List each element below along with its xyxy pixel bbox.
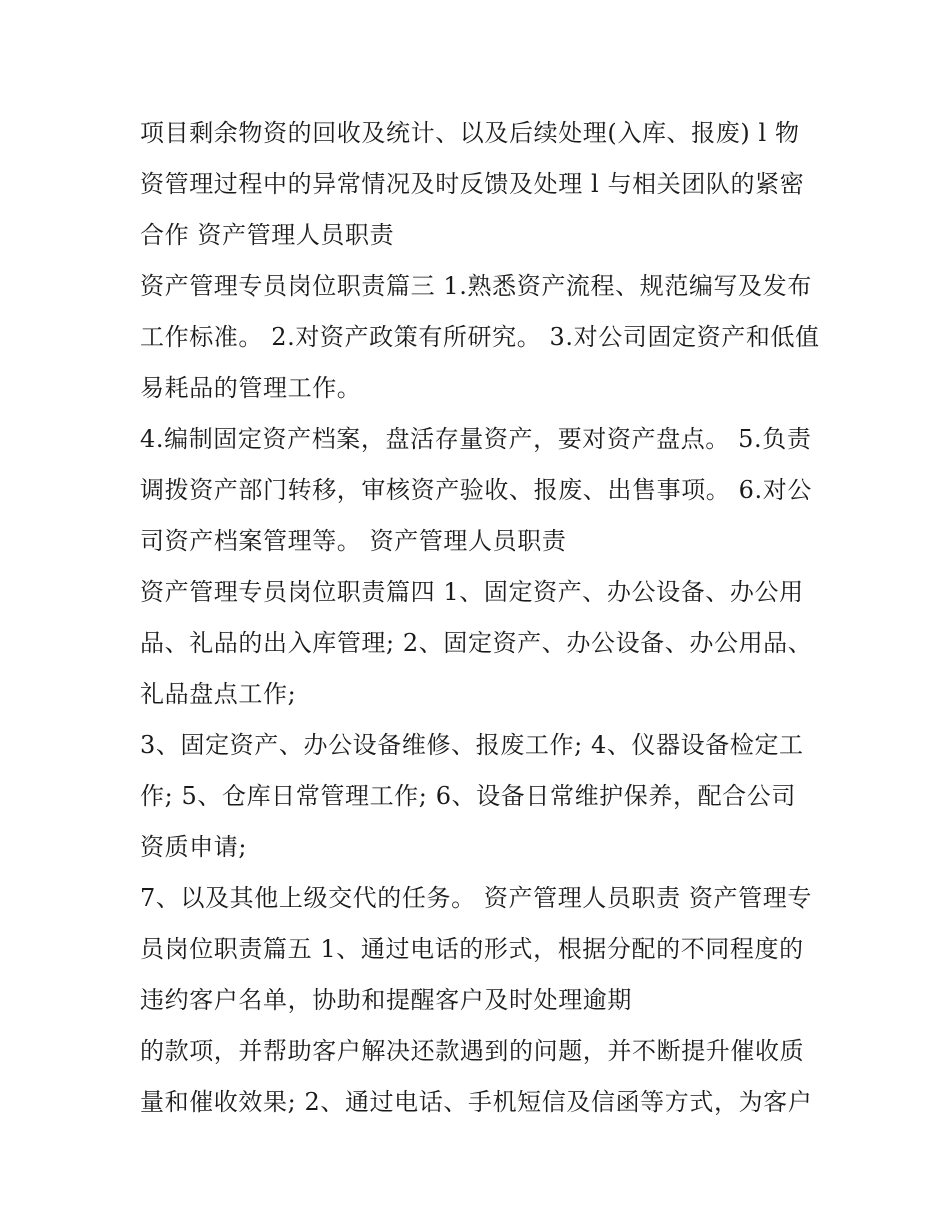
paragraph: 资产管理专员岗位职责篇三 1.熟悉资产流程、规范编写及发布工作标准。 2.对资产政策有所研究。 3.对公司固定资产和低值易耗品的管理工作。 (140, 272, 820, 402)
paragraph: 3、固定资产、办公设备维修、报废工作; 4、仪器设备检定工作; 5、仓库日常管理工作; 6、设备日常维护保养，配合公司资质申请; (140, 731, 804, 861)
paragraph: 7、以及其他上级交代的任务。 资产管理人员职责 资产管理专员岗位职责篇五 1、通过电话的形式，根据分配的不同程度的违约客户名单，协助和提醒客户及时处理逾期 (140, 884, 812, 1014)
paragraph: 项目剩余物资的回收及统计、以及后续处理(入库、报废) l 物资管理过程中的异常情况及时反馈及处理 l 与相关团队的紧密合作 资产管理人员职责 (140, 119, 805, 249)
paragraph: 资产管理专员岗位职责篇四 1、固定资产、办公设备、办公用品、礼品的出入库管理; 2、固定资产、办公设备、办公用品、礼品盘点工作; (140, 578, 813, 708)
paragraph: 4.编制固定资产档案，盘活存量资产，要对资产盘点。 5.负责调拨资产部门转移，审核资产验收、报废、出售事项。 6.对公司资产档案管理等。 资产管理人员职责 (140, 425, 812, 555)
paragraph: 的款项，并帮助客户解决还款遇到的问题，并不断提升催收质量和催收效果; 2、通过电话、手机短信及信函等方式，为客户 (140, 1037, 813, 1116)
document-body (140, 108, 820, 1128)
